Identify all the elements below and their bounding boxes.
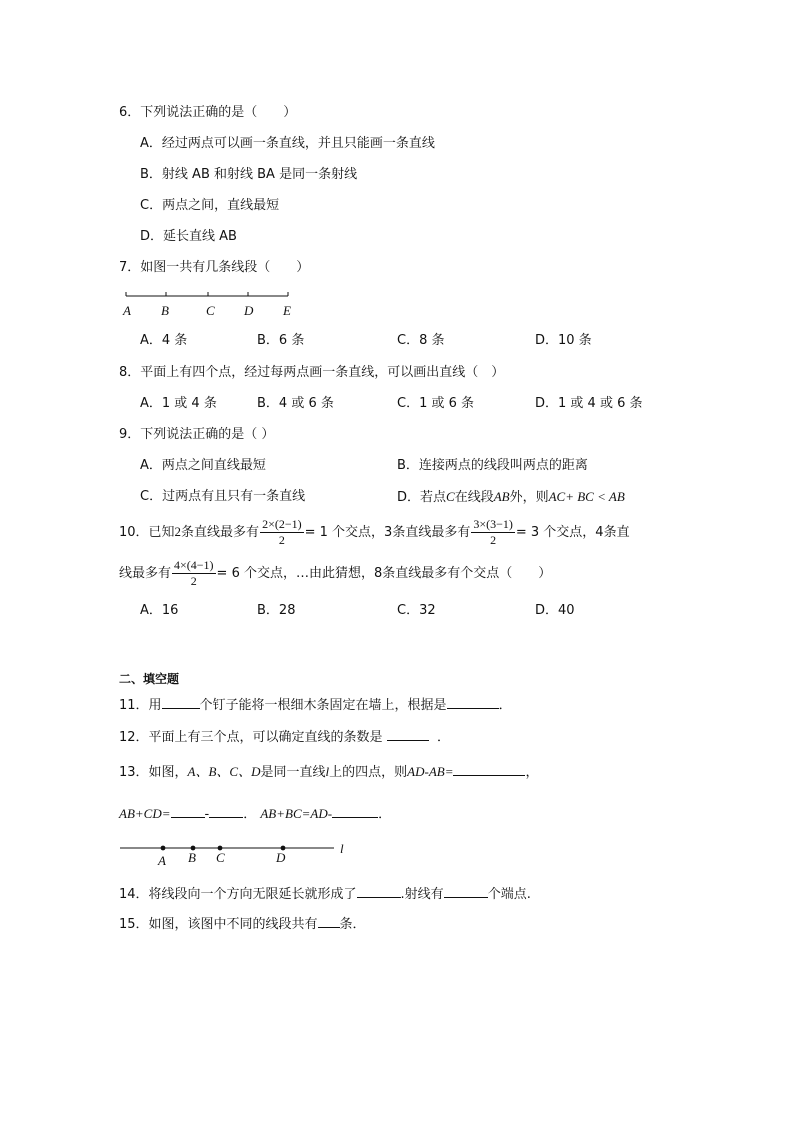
answer-blank	[171, 805, 205, 818]
q12: 12．平面上有三个点，可以确定直线的条数是 ．	[119, 730, 450, 745]
q6-stem: 6．下列说法正确的是（ ）	[119, 105, 297, 120]
q13-point-label: D	[276, 850, 286, 865]
answer-blank	[387, 728, 429, 741]
q10-line2: 线最多有 $\frac{4\times(4-1)}{2}$ = 6 个交点，…由此猜想，8条直线最多有个交点（ ）	[119, 558, 552, 588]
q9-option-b: B．连接两点的线段叫两点的距离	[397, 458, 588, 473]
q9-option-a: A．两点之间直线最短	[140, 458, 266, 473]
q8-option-a: A．1 或 4 条	[140, 396, 217, 411]
q6-option-a: A．经过两点可以画一条直线，并且只能画一条直线	[140, 136, 435, 151]
q7-point-label: E	[283, 303, 291, 318]
q7-point-label: C	[206, 303, 215, 318]
q13-point-label: A	[158, 853, 166, 868]
q11: 11．用 个钉子能将一根细木条固定在墙上，根据是 ．	[119, 698, 512, 713]
q8-option-d: D．1 或 4 或 6 条	[535, 396, 643, 411]
answer-blank	[357, 885, 401, 898]
q13-line2: AB+CD= - ． AB+BC=AD- ．	[119, 806, 392, 822]
q10-option-c: C．32	[397, 603, 436, 618]
q9-option-d: D．若点C在线段AB外，则AC+ BC < AB	[397, 489, 625, 505]
q10-option-d: D．40	[535, 603, 575, 618]
q13-line-figure	[118, 838, 358, 870]
fraction: $\frac{2\times(2-1)}{2}$	[262, 517, 302, 547]
q7-option-b: B．6 条	[257, 333, 305, 348]
answer-blank	[332, 805, 378, 818]
q10-option-b: B．28	[257, 603, 296, 618]
q8-option-c: C．1 或 6 条	[397, 396, 475, 411]
q10-line1: 10．已知2条直线最多有 $\frac{2\times(2-1)}{2}$ = 1 个交点，3条直线最多有 $\frac{3\times(3-1)}{2}$ = 3 个交点，4条直	[119, 517, 630, 547]
q9-option-c: C．过两点有且只有一条直线	[140, 489, 306, 504]
q13-point-label: C	[216, 850, 225, 865]
q13-line-label: l	[340, 841, 344, 856]
q7-option-d: D．10 条	[535, 333, 592, 348]
fraction: $\frac{3\times(3-1)}{2}$	[473, 517, 513, 547]
q7-point-label: D	[244, 303, 254, 318]
q13-line1: 13．如图，A、B、C、D是同一直线l上的四点，则AD-AB= ，	[119, 764, 539, 780]
q6-option-d: D．延长直线 AB	[140, 229, 237, 244]
q6-option-b: B．射线 AB 和射线 BA 是同一条射线	[140, 167, 358, 182]
q7-point-label: A	[123, 303, 131, 318]
q14: 14．将线段向一个方向无限延长就形成了 .射线有 个端点.	[119, 887, 531, 902]
q7-stem: 7．如图一共有几条线段（ ）	[119, 260, 310, 275]
q6-option-c: C．两点之间，直线最短	[140, 198, 280, 213]
answer-blank	[162, 696, 200, 709]
answer-blank	[447, 696, 499, 709]
section-title: 二、填空题	[119, 672, 180, 686]
answer-blank	[444, 885, 488, 898]
q10-option-a: A．16	[140, 603, 179, 618]
q13-point-label: B	[188, 850, 196, 865]
answer-blank	[209, 805, 243, 818]
q7-option-a: A．4 条	[140, 333, 188, 348]
q7-point-label: B	[161, 303, 169, 318]
q15: 15．如图，该图中不同的线段共有 条．	[119, 917, 366, 932]
fraction: $\frac{4\times(4-1)}{2}$	[174, 558, 214, 588]
q8-stem: 8．平面上有四个点，经过每两点画一条直线，可以画出直线（ ）	[119, 365, 505, 380]
q9-stem: 9．下列说法正确的是（ ）	[119, 427, 275, 442]
answer-blank	[318, 915, 340, 928]
q8-option-b: B．4 或 6 条	[257, 396, 334, 411]
answer-blank	[453, 763, 525, 776]
q7-option-c: C．8 条	[397, 333, 445, 348]
q7-segment-figure	[118, 288, 298, 320]
